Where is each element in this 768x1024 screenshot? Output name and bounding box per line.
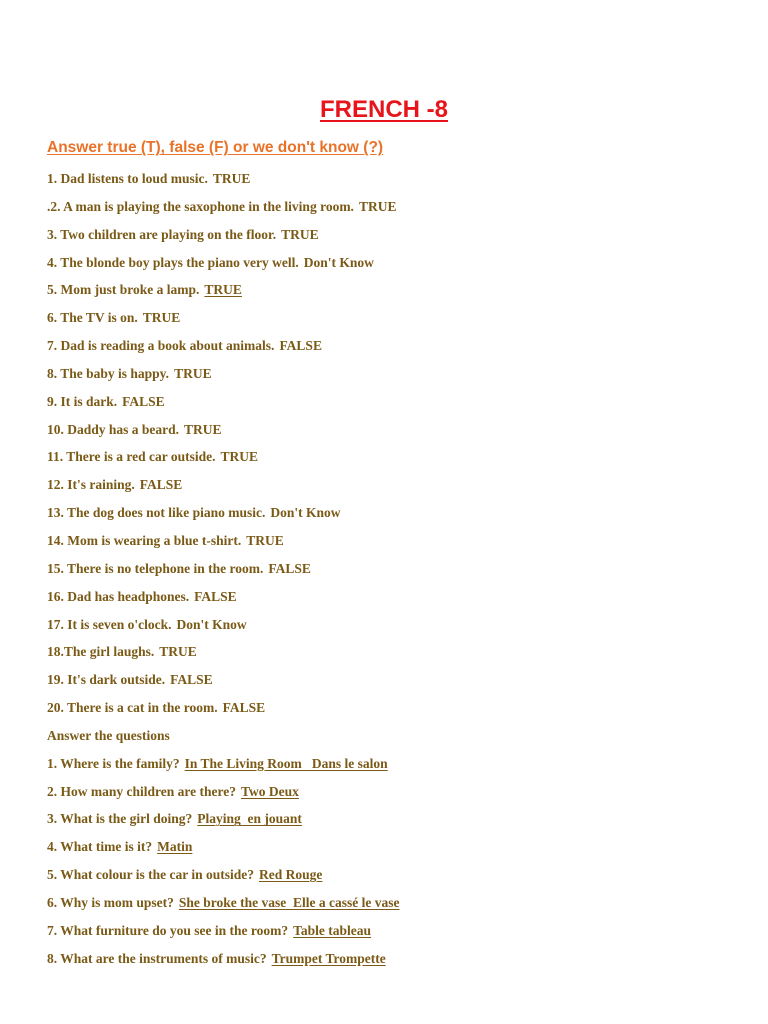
- tf-item: [47, 337, 400, 365]
- tf-answer: FALSE: [170, 672, 213, 688]
- tf-question: 16. Dad has headphones.: [47, 588, 190, 604]
- worksheet-list: [47, 170, 400, 977]
- tf-item: [47, 504, 400, 532]
- tf-question: 17. It is seven o'clock.: [47, 616, 172, 632]
- tf-question: 14. Mom is wearing a blue t-shirt.: [47, 532, 242, 548]
- tf-answer: TRUE: [204, 282, 242, 298]
- tf-question: 8. The baby is happy.: [47, 365, 170, 381]
- question-text: 3. What is the girl doing?: [47, 811, 193, 827]
- tf-item: [47, 254, 400, 282]
- tf-question: 5. Mom just broke a lamp.: [47, 282, 200, 298]
- tf-question: 19. It's dark outside.: [47, 672, 166, 688]
- tf-item: [47, 421, 400, 449]
- question-item: [47, 866, 400, 894]
- tf-item: [47, 643, 400, 671]
- tf-answer: FALSE: [279, 338, 322, 354]
- question-answer: Trumpet Trompette: [271, 950, 386, 966]
- question-answer: Playing en jouant: [197, 811, 302, 827]
- tf-question: 4. The blonde boy plays the piano very well.: [47, 254, 299, 270]
- tf-question: 10. Daddy has a beard.: [47, 421, 180, 437]
- tf-item: [47, 365, 400, 393]
- question-item: [47, 755, 400, 783]
- tf-question: 3. Two children are playing on the floor.: [47, 226, 277, 242]
- question-item: [47, 922, 400, 950]
- tf-answer: TRUE: [184, 421, 222, 437]
- tf-question: 11. There is a red car outside.: [47, 449, 216, 465]
- tf-item: [47, 198, 400, 226]
- tf-question: 18.The girl laughs.: [47, 644, 155, 660]
- question-text: 2. How many children are there?: [47, 783, 236, 799]
- tf-question: 9. It is dark.: [47, 393, 118, 409]
- question-text: 4. What time is it?: [47, 839, 153, 855]
- question-text: 5. What colour is the car in outside?: [47, 867, 255, 883]
- tf-item: [47, 226, 400, 254]
- tf-question: 15. There is no telephone in the room.: [47, 560, 264, 576]
- question-answer: Red Rouge: [259, 867, 323, 883]
- tf-answer: Don't Know: [270, 505, 341, 521]
- question-answer: In The Living Room Dans le salon: [184, 755, 388, 771]
- question-answer: Table tableau: [293, 922, 372, 938]
- tf-question: 13. The dog does not like piano music.: [47, 505, 266, 521]
- tf-question: 7. Dad is reading a book about animals.: [47, 338, 275, 354]
- tf-question: .2. A man is playing the saxophone in the living room.: [47, 198, 354, 214]
- tf-item: [47, 699, 400, 727]
- question-answer: She broke the vase Elle a cassé le vase: [178, 894, 400, 910]
- tf-answer: TRUE: [246, 532, 284, 548]
- tf-question: 1. Dad listens to loud music.: [47, 171, 208, 186]
- tf-answer: TRUE: [159, 644, 197, 660]
- question-text: 6. Why is mom upset?: [47, 894, 174, 910]
- question-item: [47, 783, 400, 811]
- tf-answer: TRUE: [220, 449, 259, 465]
- tf-item: [47, 309, 400, 337]
- tf-answer: FALSE: [222, 700, 266, 716]
- question-item: [47, 894, 400, 922]
- tf-item: [47, 532, 400, 560]
- question-answer: Matin: [157, 839, 193, 855]
- question-item: [47, 838, 400, 866]
- tf-answer: Don't Know: [303, 254, 374, 270]
- tf-answer: FALSE: [122, 393, 165, 409]
- question-item: [47, 950, 400, 978]
- questions-heading: Answer the questions: [47, 727, 170, 743]
- tf-answer: TRUE: [142, 310, 181, 326]
- question-item: [47, 810, 400, 838]
- tf-item: [47, 476, 400, 504]
- question-answer: Two Deux: [241, 783, 299, 799]
- tf-item: [47, 170, 400, 198]
- tf-item: [47, 448, 400, 476]
- tf-item: [47, 616, 400, 644]
- instructions-heading: Answer true (T), false (F) or we don't know (?): [47, 139, 384, 156]
- tf-item: [47, 671, 400, 699]
- tf-question: 12. It's raining.: [47, 477, 135, 493]
- tf-answer: TRUE: [174, 365, 212, 381]
- question-text: 8. What are the instruments of music?: [47, 950, 267, 966]
- tf-answer: TRUE: [358, 198, 397, 214]
- tf-answer: FALSE: [268, 560, 311, 576]
- tf-answer: FALSE: [139, 477, 183, 493]
- tf-answer: TRUE: [281, 226, 319, 242]
- tf-item: [47, 281, 400, 309]
- question-text: 1. Where is the family?: [47, 755, 180, 771]
- page-title: FRENCH -8: [319, 96, 448, 123]
- tf-item: [47, 393, 400, 421]
- tf-answer: Don't Know: [176, 616, 247, 632]
- tf-question: 20. There is a cat in the room.: [47, 700, 218, 716]
- tf-question: 6. The TV is on.: [47, 310, 138, 326]
- question-text: 7. What furniture do you see in the room?: [47, 922, 289, 938]
- tf-item: [47, 588, 400, 616]
- tf-answer: TRUE: [212, 171, 251, 186]
- tf-answer: FALSE: [194, 588, 237, 604]
- tf-item: [47, 560, 400, 588]
